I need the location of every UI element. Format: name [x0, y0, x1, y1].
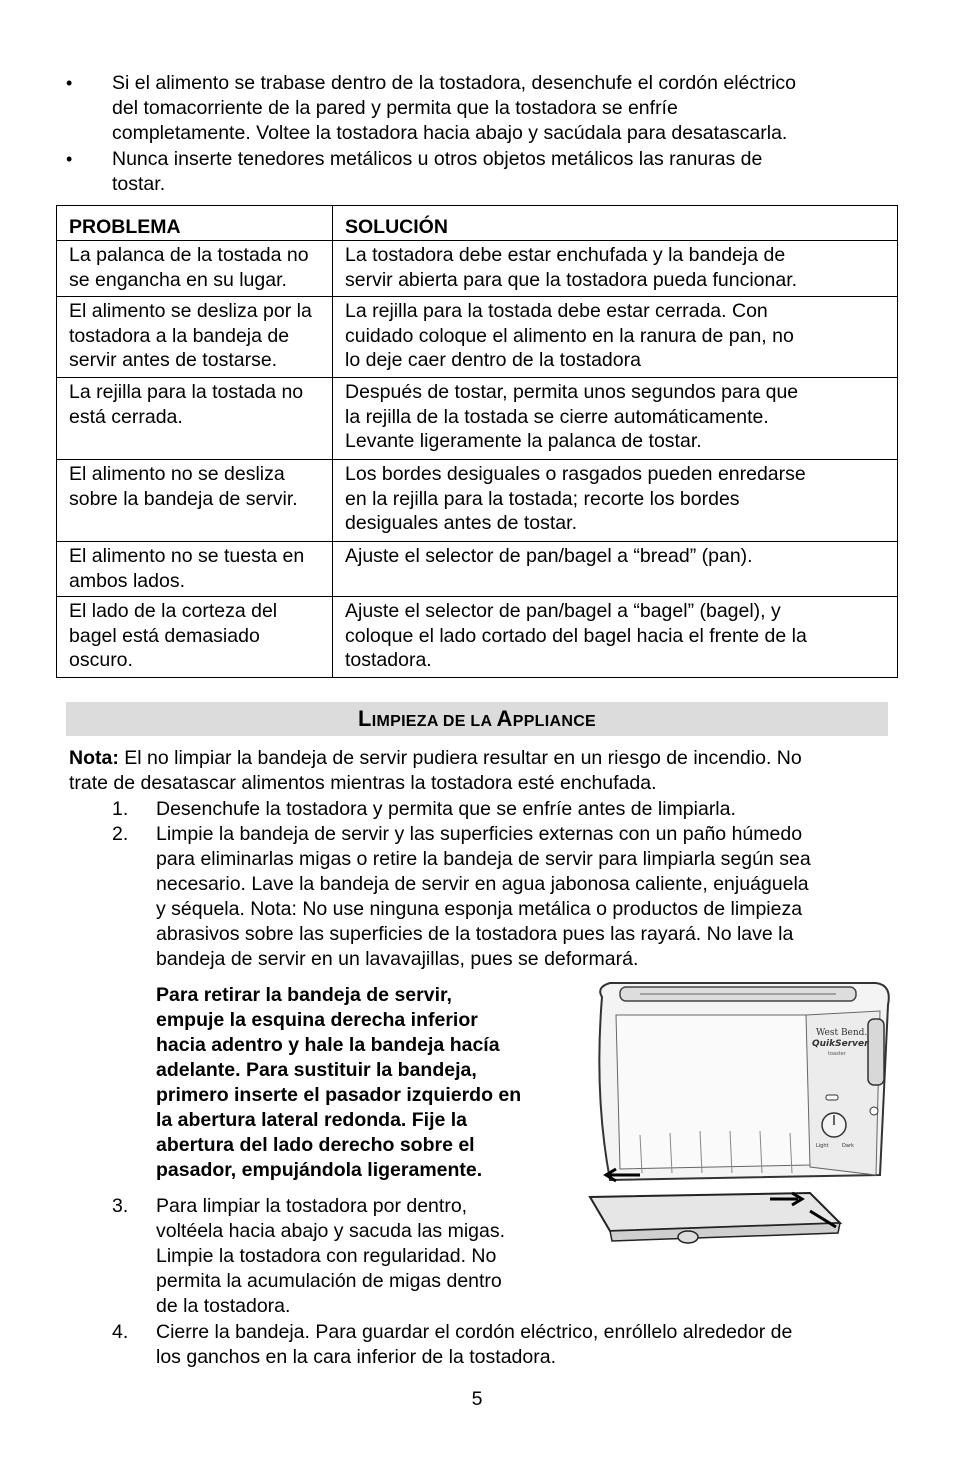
cell-line: coloque el lado cortado del bagel hacia el frente de la	[345, 624, 807, 647]
tray-line: la abertura lateral redonda. Fije la	[156, 1109, 468, 1131]
toaster-illustration	[580, 975, 900, 1265]
cell-line: Después de tostar, permita unos segundos para que	[345, 381, 799, 403]
brand-tagline: toaster	[828, 1051, 846, 1057]
step-2-line-5: abrasivos sobre las superficies de la tostadora pues las rayará. No lave la	[156, 923, 794, 945]
cell-line: Los bordes desiguales o rasgados pueden enredarse	[345, 463, 806, 485]
step-3-line-3: Limpie la tostadora con regularidad. No	[156, 1245, 497, 1267]
note-label: Nota:	[69, 747, 119, 769]
column-header-solution: SOLUCIÓN	[333, 206, 898, 241]
problem-cell	[57, 460, 333, 542]
bullet-2-line-1: Nunca inserte tenedores metálicos u otros objetos metálicos las ranuras de	[112, 148, 763, 170]
brand-logo: West Bend.	[816, 1028, 868, 1038]
table-row	[57, 542, 898, 597]
step-2-line-6: bandeja de servir en un lavavajillas, pues se deformará.	[156, 948, 639, 970]
step-number: 2.	[112, 823, 129, 845]
step-number: 4.	[112, 1321, 129, 1343]
cell-line: El alimento no se tuesta en	[69, 545, 305, 567]
cell-line: El lado de la corteza del	[69, 600, 278, 622]
control-label-light: Light	[816, 1143, 829, 1149]
front-panel	[616, 1015, 812, 1169]
problem-cell	[57, 542, 333, 597]
cell-line: Levante ligeramente la palanca de tostar.	[345, 430, 702, 452]
step-3-line-4: permita la acumulación de migas dentro	[156, 1270, 502, 1292]
cell-line: bagel está demasiado	[69, 624, 260, 647]
cell-line: La rejilla para la tostada debe estar cerrada. Con	[345, 300, 768, 322]
solution-cell	[333, 241, 898, 297]
step-3-line-2: voltéela hacia abajo y sacuda las migas.	[156, 1220, 506, 1242]
toast-lever	[868, 1019, 884, 1085]
cell-line: La palanca de la tostada no	[69, 244, 309, 266]
cell-line: sobre la bandeja de servir.	[69, 487, 298, 510]
cell-line: tostadora a la bandeja de	[69, 324, 290, 347]
tray-line: primero inserte el pasador izquierdo en	[156, 1084, 522, 1106]
solution-cell	[333, 460, 898, 542]
tray-line: empuje la esquina derecha inferior	[156, 1009, 478, 1031]
step-2-line-3: necesario. Lave la bandeja de servir en agua jabonosa caliente, enjuáguela	[156, 873, 809, 895]
step-4-line-2: los ganchos en la cara inferior de la tostadora.	[156, 1346, 556, 1368]
note-line-1	[69, 746, 802, 771]
problem-cell	[57, 378, 333, 460]
problem-cell	[57, 241, 333, 297]
bullet-1-line-1: Si el alimento se trabase dentro de la tostadora, desenchufe el cordón eléctrico	[112, 72, 796, 94]
brand-product: QuikServer	[812, 1039, 869, 1049]
page-number: 5	[471, 1388, 483, 1410]
tray-line: abertura del lado derecho sobre el	[156, 1134, 475, 1156]
table-row	[57, 460, 898, 542]
step-number: 1.	[112, 798, 129, 820]
cell-line: desiguales antes de tostar.	[345, 512, 577, 534]
cell-line: servir abierta para que la tostadora pueda funcionar.	[345, 268, 798, 291]
cell-line: tostadora.	[345, 649, 432, 671]
heading-cap-l: L	[357, 706, 372, 731]
bullet-marker: •	[66, 73, 73, 93]
cell-line: cuidado coloque el alimento en la ranura de pan, no	[345, 324, 794, 347]
table-row	[57, 378, 898, 460]
cell-line: en la rejilla para la tostada; recorte los bordes	[345, 487, 740, 510]
cell-line: Ajuste el selector de pan/bagel a “bread” (pan).	[345, 545, 753, 567]
bullet-marker: •	[66, 149, 73, 169]
cell-line: se engancha en su lugar.	[69, 268, 287, 291]
solution-cell	[333, 378, 898, 460]
step-1-line-1: Desenchufe la tostadora y permita que se enfríe antes de limpiarla.	[156, 798, 736, 820]
solution-cell	[333, 542, 898, 597]
bullet-1-line-3: completamente. Voltee la tostadora hacia abajo y sacúdala para desatascarla.	[112, 122, 788, 144]
note-line-2: trate de desatascar alimentos mientras la tostadora esté enchufada.	[69, 772, 657, 794]
cell-line: ambos lados.	[69, 569, 185, 592]
table-row	[57, 297, 898, 378]
control-label-dark: Dark	[842, 1143, 854, 1149]
heading-cap-a: A	[496, 706, 513, 731]
troubleshooting-table	[56, 205, 898, 678]
step-number: 3.	[112, 1195, 129, 1217]
cell-line: lo deje caer dentro de la tostadora	[345, 349, 641, 371]
column-header-problem: PROBLEMA	[57, 206, 333, 241]
cell-line: El alimento no se desliza	[69, 463, 285, 485]
cell-line: Ajuste el selector de pan/bagel a “bagel” (bagel), y	[345, 600, 781, 622]
tray-line: adelante. Para sustituir la bandeja,	[156, 1059, 477, 1081]
cell-line: servir antes de tostarse.	[69, 349, 278, 371]
step-2-line-4: y séquela. Nota: No use ninguna esponja metálica o productos de limpieza	[156, 898, 803, 920]
bullet-2-line-2: tostar.	[112, 173, 166, 195]
tray-foot	[678, 1231, 698, 1243]
table-header-row	[57, 206, 898, 241]
cell-line: la rejilla de la tostada se cierre automáticamente.	[345, 405, 769, 428]
solution-cell	[333, 597, 898, 678]
step-4-line-1: Cierre la bandeja. Para guardar el cordón eléctrico, enróllelo alrededor de	[156, 1321, 793, 1343]
table-row	[57, 597, 898, 678]
tray-line: Para retirar la bandeja de servir,	[156, 984, 452, 1006]
tray-line: pasador, empujándola ligeramente.	[156, 1159, 483, 1181]
cell-line: El alimento se desliza por la	[69, 300, 312, 322]
step-3-line-5: de la tostadora.	[156, 1295, 291, 1317]
step-3-line-1: Para limpiar la tostadora por dentro,	[156, 1195, 468, 1217]
cell-line: oscuro.	[69, 649, 133, 671]
cell-line: La tostadora debe estar enchufada y la bandeja de	[345, 244, 786, 266]
heading-small-caps-1: IMPIEZA DE LA	[371, 713, 497, 730]
solution-cell	[333, 297, 898, 378]
indicator-dot	[870, 1107, 878, 1115]
heading-small-caps-2: PPLIANCE	[512, 713, 597, 730]
bullet-1-line-2: del tomacorriente de la pared y permita que la tostadora se enfríe	[112, 97, 678, 119]
tray-line: hacia adentro y hale la bandeja hacía	[156, 1034, 500, 1056]
section-heading	[66, 702, 888, 736]
problem-cell	[57, 297, 333, 378]
cell-line: La rejilla para la tostada no	[69, 381, 304, 403]
cell-line: está cerrada.	[69, 405, 183, 428]
step-2-line-1: Limpie la bandeja de servir y las superficies externas con un paño húmedo	[156, 823, 803, 845]
cancel-button-drawing	[826, 1095, 838, 1100]
table-row	[57, 241, 898, 297]
step-2-line-2: para eliminarlas migas o retire la bandeja de servir para limpiarla según sea	[156, 848, 811, 870]
problem-cell	[57, 597, 333, 678]
note-text: El no limpiar la bandeja de servir pudiera resultar en un riesgo de incendio. No	[118, 747, 802, 769]
